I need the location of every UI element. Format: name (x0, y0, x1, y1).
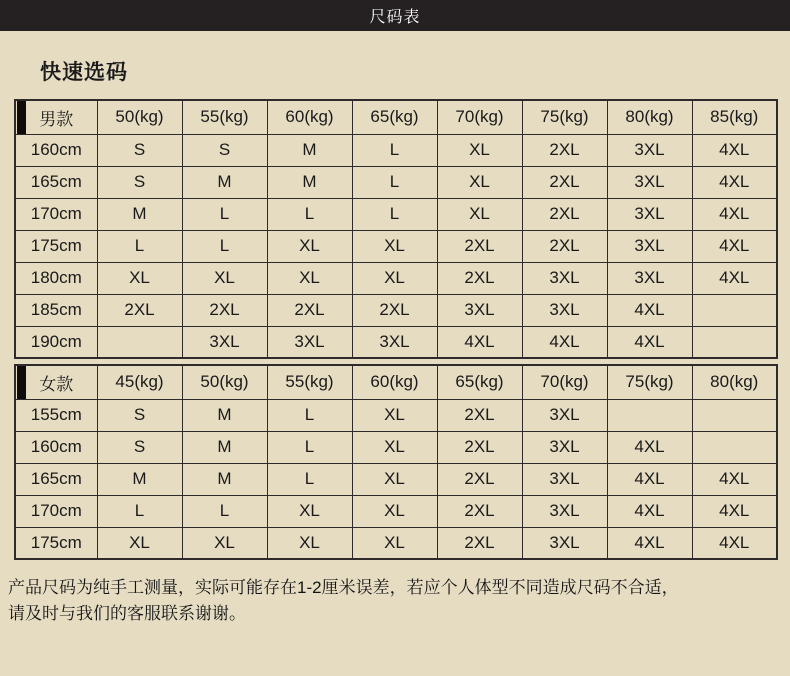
weight-header-cell: 55(kg) (182, 100, 267, 134)
size-cell: L (182, 198, 267, 230)
size-cell: XL (352, 262, 437, 294)
size-cell: 3XL (607, 230, 692, 262)
table-row (15, 166, 777, 198)
table-row (15, 134, 777, 166)
size-cell: S (97, 166, 182, 198)
size-cell: 3XL (522, 294, 607, 326)
size-cell: 2XL (437, 463, 522, 495)
size-cell: 4XL (692, 262, 777, 294)
size-cell: 3XL (522, 262, 607, 294)
weight-header-cell: 50(kg) (97, 100, 182, 134)
size-cell: L (267, 198, 352, 230)
size-cell: M (97, 198, 182, 230)
size-cell: 3XL (607, 198, 692, 230)
height-cell: 170cm (15, 198, 97, 230)
size-cell: S (182, 134, 267, 166)
size-cell: 2XL (437, 495, 522, 527)
size-cell: S (97, 399, 182, 431)
size-cell: 4XL (522, 326, 607, 358)
size-cell: L (352, 198, 437, 230)
size-cell: XL (182, 527, 267, 559)
size-cell (692, 431, 777, 463)
size-cell: 3XL (522, 399, 607, 431)
size-cell: XL (437, 134, 522, 166)
men-header-row (15, 100, 777, 134)
weight-header-cell: 55(kg) (267, 365, 352, 399)
size-cell: 2XL (522, 134, 607, 166)
weight-header-cell: 70(kg) (522, 365, 607, 399)
weight-header-cell: 45(kg) (97, 365, 182, 399)
weight-header-cell: 50(kg) (182, 365, 267, 399)
size-cell (692, 399, 777, 431)
size-cell: M (182, 166, 267, 198)
size-cell: 3XL (607, 134, 692, 166)
weight-header-cell: 65(kg) (437, 365, 522, 399)
height-cell: 165cm (15, 463, 97, 495)
size-cell: 4XL (692, 463, 777, 495)
size-cell (692, 294, 777, 326)
size-cell: XL (182, 262, 267, 294)
weight-header-cell: 85(kg) (692, 100, 777, 134)
size-cell: L (352, 134, 437, 166)
size-cell: XL (437, 198, 522, 230)
disclaimer-line-2: 请及时与我们的客服联系谢谢。 (8, 604, 246, 624)
weight-header-cell: 75(kg) (607, 365, 692, 399)
weight-header-cell: 60(kg) (352, 365, 437, 399)
table-row (15, 495, 777, 527)
table-row (15, 198, 777, 230)
table-row (15, 326, 777, 358)
size-cell: XL (352, 495, 437, 527)
table-row (15, 463, 777, 495)
section-label-text: 女款 (39, 374, 74, 394)
size-cell: S (97, 134, 182, 166)
weight-header-cell: 70(kg) (437, 100, 522, 134)
size-cell: XL (267, 495, 352, 527)
weight-header-cell: 75(kg) (522, 100, 607, 134)
size-cell: 2XL (97, 294, 182, 326)
size-cell: 4XL (692, 230, 777, 262)
size-tables-container (14, 99, 777, 560)
disclaimer-line-1: 产品尺码为纯手工测量，实际可能存在1-2厘米误差，若应个人体型不同造成尺码不合适， (8, 578, 679, 597)
size-cell: 4XL (692, 166, 777, 198)
measurement-disclaimer (8, 575, 782, 628)
size-cell: XL (267, 262, 352, 294)
size-cell: 2XL (437, 262, 522, 294)
size-cell: M (182, 463, 267, 495)
size-cell: 3XL (182, 326, 267, 358)
size-cell: 2XL (267, 294, 352, 326)
weight-header-cell: 65(kg) (352, 100, 437, 134)
size-cell: 2XL (437, 431, 522, 463)
height-cell: 190cm (15, 326, 97, 358)
size-cell: 2XL (522, 166, 607, 198)
table-row (15, 262, 777, 294)
size-cell (97, 326, 182, 358)
size-cell: L (182, 495, 267, 527)
size-cell: L (267, 463, 352, 495)
size-cell: M (182, 399, 267, 431)
size-cell: L (352, 166, 437, 198)
size-cell: 4XL (607, 463, 692, 495)
quick-size-heading: 快速选码 (40, 61, 128, 84)
height-cell: 160cm (15, 431, 97, 463)
size-cell: XL (352, 463, 437, 495)
size-cell: XL (352, 230, 437, 262)
size-cell: 4XL (607, 495, 692, 527)
size-cell: XL (352, 527, 437, 559)
size-cell: M (182, 431, 267, 463)
height-cell: 160cm (15, 134, 97, 166)
size-cell: M (97, 463, 182, 495)
size-cell: 3XL (522, 527, 607, 559)
height-cell: 185cm (15, 294, 97, 326)
size-cell: 3XL (522, 431, 607, 463)
height-cell: 175cm (15, 527, 97, 559)
height-cell: 170cm (15, 495, 97, 527)
weight-header-cell: 80(kg) (692, 365, 777, 399)
size-cell (607, 399, 692, 431)
size-cell: M (267, 166, 352, 198)
size-cell: XL (352, 399, 437, 431)
section-marker-bar (17, 101, 26, 134)
size-cell: 4XL (692, 198, 777, 230)
size-cell: 3XL (607, 262, 692, 294)
size-cell: 2XL (182, 294, 267, 326)
men-size-table (14, 99, 778, 359)
height-cell: 155cm (15, 399, 97, 431)
size-cell: XL (267, 230, 352, 262)
size-cell: 4XL (607, 326, 692, 358)
size-cell: 4XL (437, 326, 522, 358)
size-cell: L (97, 230, 182, 262)
table-row (15, 230, 777, 262)
women-header-row (15, 365, 777, 399)
size-cell: L (267, 399, 352, 431)
size-cell: 3XL (437, 294, 522, 326)
size-cell: XL (437, 166, 522, 198)
size-cell: L (182, 230, 267, 262)
size-cell: XL (97, 262, 182, 294)
weight-header-cell: 60(kg) (267, 100, 352, 134)
section-label-text: 男款 (39, 109, 74, 129)
weight-header-cell: 80(kg) (607, 100, 692, 134)
table-row (15, 294, 777, 326)
section-marker-bar (17, 366, 26, 399)
size-cell: M (267, 134, 352, 166)
size-cell: L (267, 431, 352, 463)
height-cell: 180cm (15, 262, 97, 294)
size-cell: XL (97, 527, 182, 559)
size-cell: 4XL (692, 527, 777, 559)
table-row (15, 527, 777, 559)
size-cell: 3XL (522, 495, 607, 527)
height-cell: 165cm (15, 166, 97, 198)
size-cell: 3XL (607, 166, 692, 198)
size-cell: 3XL (267, 326, 352, 358)
size-cell: L (97, 495, 182, 527)
height-cell: 175cm (15, 230, 97, 262)
size-cell: 2XL (437, 399, 522, 431)
size-chart-title-bar (0, 0, 790, 31)
size-cell: 4XL (607, 294, 692, 326)
size-cell (692, 326, 777, 358)
table-row (15, 431, 777, 463)
size-cell: 2XL (352, 294, 437, 326)
page-title: 尺码表 (369, 9, 421, 26)
men-section-label-cell (15, 100, 97, 134)
size-cell: XL (267, 527, 352, 559)
size-cell: 2XL (522, 198, 607, 230)
size-cell: S (97, 431, 182, 463)
size-cell: 4XL (607, 431, 692, 463)
size-cell: 4XL (692, 495, 777, 527)
size-cell: 4XL (607, 527, 692, 559)
women-size-table (14, 364, 778, 560)
size-cell: 2XL (437, 230, 522, 262)
size-cell: 2XL (437, 527, 522, 559)
size-cell: 3XL (522, 463, 607, 495)
size-cell: 4XL (692, 134, 777, 166)
women-section-label-cell (15, 365, 97, 399)
size-cell: 3XL (352, 326, 437, 358)
size-cell: XL (352, 431, 437, 463)
table-row (15, 399, 777, 431)
size-cell: 2XL (522, 230, 607, 262)
